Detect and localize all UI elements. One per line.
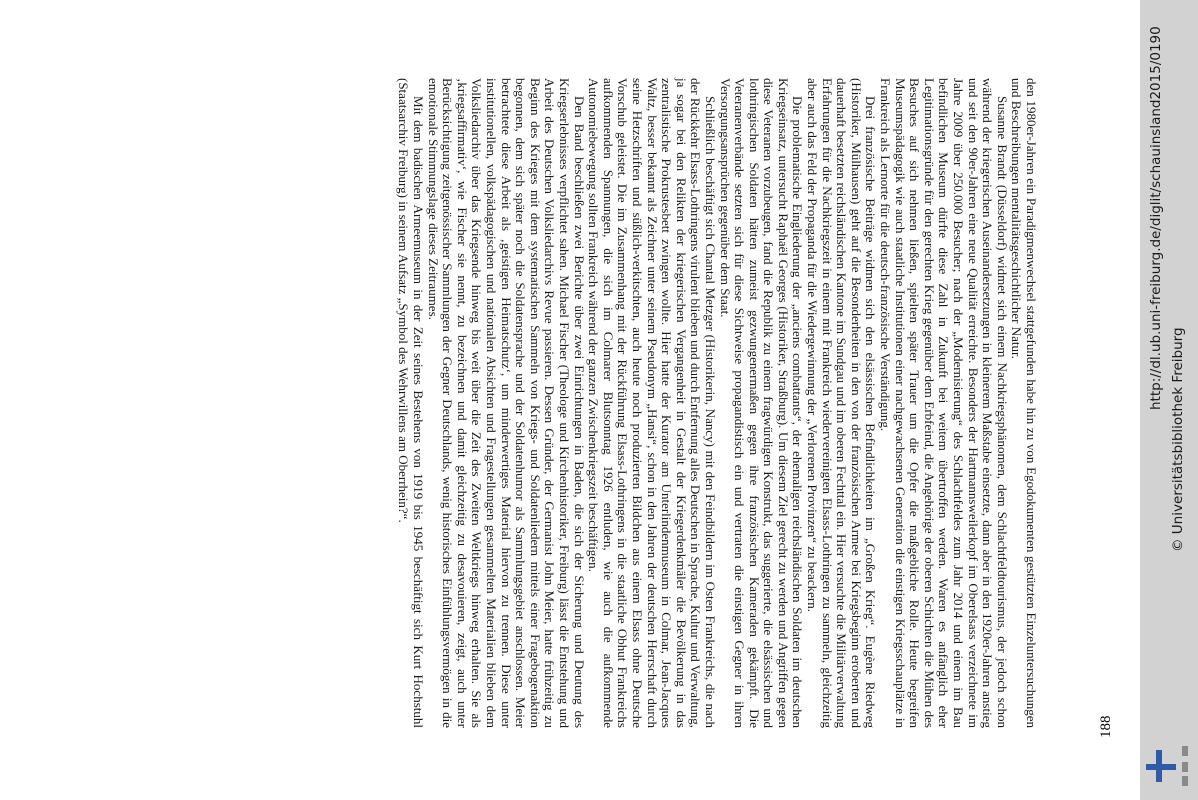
page-number: 188 — [1098, 715, 1114, 738]
paragraph: Mit dem badischen Armeemuseum in der Zeit seines Bestehens von 1919 bis 1945 beschäftigt sich Kurt Hochstuhl (Staatsarchiv Freiburg) in seinem Aufsatz „Symbol des Wehrwillens am Oberrhein?“. — [396, 78, 427, 728]
paragraph: Den Band beschließen zwei Berichte über zwei Einrichtungen in Baden, die sich der Sicherung und Deutung des Kriegserlebnisses verpflichtet sahen. Michael Fischer (Theologe und Kirchenhistoriker, Freiburg) lässt die Entstehung und Arbeit des Deutschen Volksliedarchivs Revue passieren. Dessen Gründer, der Germanist John Meier, hatte frühzeitig zu Beginn des Krieges mit dem systematischen Sammeln von Kriegs- und Soldatenliedern mittels einer Fragebogenaktion begonnen, dem sich später noch die Soldatensprache und der Soldatenhumor als Sammlungsgebiet anschlossen. Meier betrachtete diese Arbeit als ‚geistigen Heimatschutz‘, um minderwertiges Material hiervon zu trennen. Diese unter institutionellen, volkspädagogischen und nationalen Absichten und Fragestellungen gesammelten Materialien blieben dem Volksliedarchiv über das Kriegsende hinweg bis weit über die Zeit des Zweiten Weltkriegs hinweg erhalten. Sie als ‚kriegsaffirmativ‘, wie Fischer sie nennt, zu bezeichnen und damit gleichzeitig zu desavouieren, zeigt, auch unter Berücksichtigung zeitgenössischer Sammlungen der Gegner Deutschlands, wenig historisches Einfühlungsvermögen in die emotionale Stimmungslage dieses Zeitraumes. — [425, 78, 587, 728]
ub-freiburg-logo-icon — [1146, 742, 1192, 788]
paragraph: Die problematische Eingliederung der „anciens combattants“, der ehemaligen reichsländischen Soldaten im deutschen Kriegseinsatz, untersucht Raphaël Georges (Historiker, Straßburg). Um diesem Ziel gerecht zu werden und Angriffen gegen diese Veteranen vorzubeugen, fand die Republik zu einem fragwürdigen Konstrukt, das suggerierte, die elsässischen und lothringischen Soldaten hätten zumeist gezwungenermaßen gegen ihre französischen Kameraden gekämpft. Die Veteranenverbände setzten sich für diese Sichtweise propagandistisch ein und vertraten die einstigen Gegner in ihren Versorgungsansprüchen gegenüber dem Staat. — [717, 78, 806, 728]
paragraph: Schließlich beschäftigt sich Chantal Metzger (Historikerin, Nancy) mit den Feindbildern im Osten Frankreichs, die nach der Rückkehr Elsass-Lothringens virulent blieben und durch Entfernung alles Deutschen in Sprache, Kultur und Verwaltung, ja sogar bei den Relikten der kriegerischen Vergangenheit in Gestalt der Kriegerdenkmäler die Bevölkerung in das zentralistische Prokrustesbett zwingen wollte. Hier hatte der Kurator am Unterlindenmuseum in Colmar, Jean-Jacques Waltz, besser bekannt als Zeichner unter seinem Pseudonym „Hansi“, schon in den Jahren der deutschen Herrschaft durch seine Hetzschriften und süßlich-verkitschten, auch heute noch produzierten Bildchen aus einem Elsass ohne Deutsche Vorschub geleistet. Die im Zusammenhang mit der Rückführung Elsass-Lothringens in die staatliche Obhut Frankreichs aufkommenden Spannungen, die sich im Colmarer Blutsonntag 1926 entluden, wie auch die aufkommende Autonomiebewegung sollten Frankreich während der ganzen Zwischenkriegszeit beschäftigen. — [586, 78, 718, 728]
page-body — [396, 78, 1038, 728]
source-url-link[interactable]: http://dl.ub.uni-freiburg.de/diglit/schauinsland2015/0190 — [1148, 26, 1164, 410]
rotated-page — [88, 78, 1038, 728]
copyright-label: © Universitätsbibliothek Freiburg — [1170, 327, 1186, 552]
paragraph: den 1980er-Jahren ein Paradigmenwechsel stattgefunden habe hin zu von Egodokumenten gestützten Einzeluntersuchungen und Beschreibungen mentalitätsgeschichtlicher Natur. — [1009, 78, 1039, 728]
paragraph: Susanne Brandt (Düsseldorf) widmet sich einem Nachkriegsphänomen, dem Schlachtfeldtourismus, der jedoch schon während der kriegerischen Auseinandersetzungen in kleinerem Maßstabe einsetzte, dann aber in den 1920er-Jahren anstieg und seit den 90er-Jahren eine neue Qualität erreichte. Besonders der Hartmannsweilerkopf im Oberelsass verzeichnete im Jahre 2009 über 250.000 Besucher; nach der „Modernisierung“ des Schlachtfeldes zum Jahr 2014 und einem im Bau befindlichen Museum dürfte diese Zahl in Zukunft bei weitem übertroffen werden. Waren es anfänglich eher Legitimationsgründe für den gerechten Krieg gegenüber dem Erbfeind, die Angehörige der oberen Schichten die Mühen des Besuches auf sich nehmen ließen, spielten später Trauer um die Opfer die maßgebliche Rolle. Heute begreifen Museumspädagogik wie auch staatliche Institutionen einer nachgewachsenen Generation die einstigen Kriegsschauplätze in Frankreich als Lernorte für die deutsch-französische Verständigung. — [878, 78, 1010, 728]
page-number-wrap — [1098, 700, 1118, 740]
paragraph: Drei französische Beiträge widmen sich den elsässischen Befindlichkeiten im „Großen Krieg“. Eugène Riedweg (Historiker, Mülhausen) geht auf die Besonderheiten in den von der französischen Armee bei Kriegsbeginn eroberten und dauerhaft besetzten reichsländischen Kantone im Sundgau und im oberen Fechttal ein. Hier versuchte die Militärverwaltung Erfahrungen für die Nachkriegszeit in einem mit Frankreich wiedervereinigten Elsass-Lothringen zu sammeln, gleichzeitig aber auch das Feld der Propaganda für die Wiedergewinnung der „Verlorenen Provinzen“ zu beackern. — [805, 78, 879, 728]
